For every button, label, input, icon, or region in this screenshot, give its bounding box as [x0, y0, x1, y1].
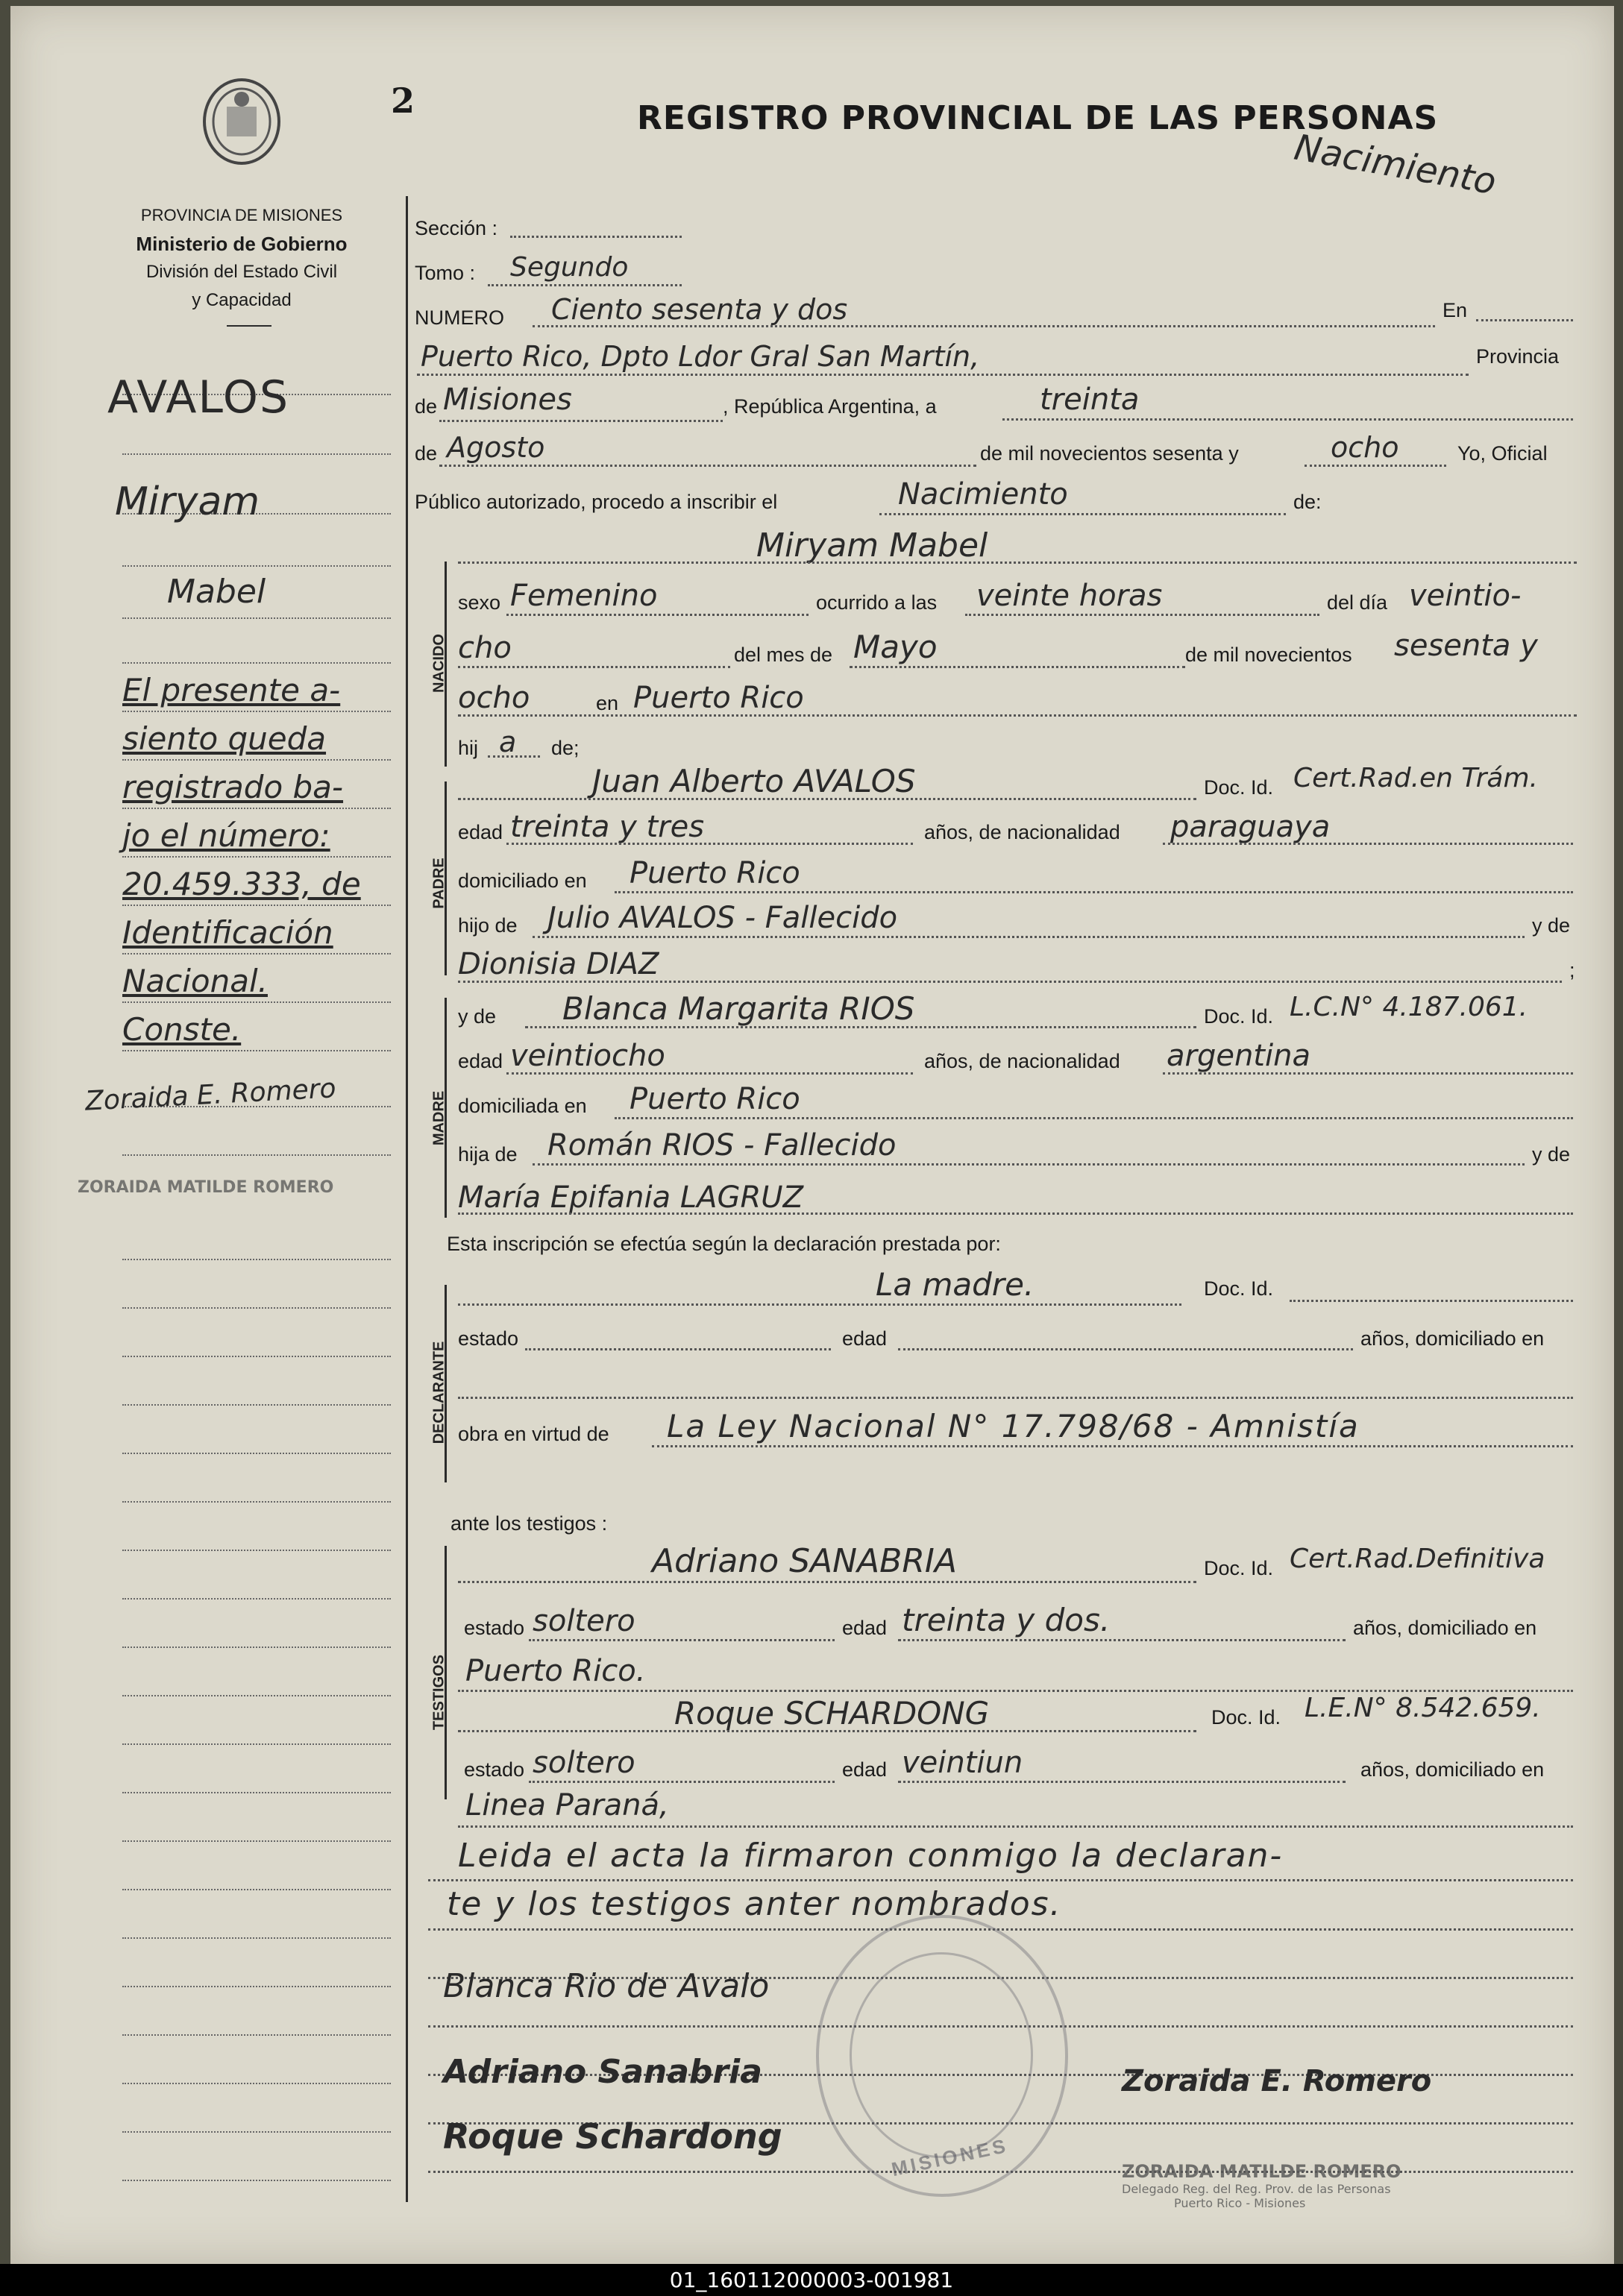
label-edad: edad — [458, 821, 503, 843]
mes-inscr-line — [439, 465, 976, 467]
label-estado-decl: estado — [458, 1327, 519, 1350]
tipo-line — [879, 513, 1286, 515]
org-line1: PROVINCIA DE MISIONES — [140, 206, 343, 224]
margin-line — [122, 1356, 391, 1357]
main-frame-left — [406, 196, 408, 2202]
bottom-stamp-name: ZORAIDA MATILDE ROMERO — [1122, 2161, 1401, 2182]
value-tipo: Nacimiento — [898, 477, 1068, 512]
lugar-nac-line — [458, 714, 1577, 717]
margin-note-line: jo el número: — [122, 817, 330, 854]
margin-nombre1: Miryam — [115, 479, 260, 524]
margin-line — [122, 1404, 391, 1406]
value-anio-inscr: ocho — [1331, 431, 1399, 464]
value-hora: veinte horas — [976, 579, 1163, 613]
label-anios-nac-madre: años, de nacionalidad — [924, 1050, 1120, 1072]
label-y-de3: y de — [1532, 1143, 1571, 1166]
madre-edad-line — [506, 1072, 913, 1075]
margin-line — [122, 1550, 391, 1551]
label-declarante: DECLARANTE — [430, 1341, 448, 1444]
value-obra: La Ley Nacional N° 17.798/68 - Amnistía — [667, 1408, 1360, 1444]
value-hij: a — [499, 726, 517, 758]
label-madre: MADRE — [430, 1090, 448, 1146]
tomo-line — [488, 284, 682, 286]
label-republica: , República Argentina, a — [723, 395, 937, 418]
label-anios-dom-t2: años, domiciliado en — [1360, 1758, 1545, 1781]
value-testigo2-estado: soltero — [533, 1746, 635, 1780]
margin-note-line: 20.459.333, de — [122, 866, 361, 902]
margin-line — [122, 1695, 391, 1696]
madre-nac-line — [1163, 1072, 1573, 1075]
label-de: de — [415, 395, 438, 418]
value-padre: Juan Alberto AVALOS — [592, 763, 916, 799]
value-testigo2-edad: veintiun — [902, 1746, 1023, 1780]
decl-edad-line — [898, 1348, 1353, 1350]
label-testigos: TESTIGOS — [430, 1654, 448, 1731]
page-number: 2 — [391, 81, 415, 121]
value-nombre: Miryam Mabel — [756, 526, 988, 564]
en-line — [1476, 319, 1573, 321]
value-madre-edad: veintiocho — [510, 1039, 665, 1073]
label-hij: hij — [458, 737, 479, 759]
t1-edad-line — [898, 1639, 1346, 1641]
padre-edad-line — [506, 843, 913, 845]
label-numero: NUMERO — [415, 306, 504, 329]
label-anios-dom-decl: años, domiciliado en — [1360, 1327, 1545, 1350]
madre-madre-line — [458, 1213, 1573, 1215]
lugar-line — [417, 374, 1469, 376]
signature-testigo2: Roque Schardong — [443, 2116, 782, 2157]
value-padre-nac: paraguaya — [1170, 810, 1331, 844]
official-seal-inner-icon — [850, 1952, 1033, 2158]
value-provincia: Misiones — [443, 383, 572, 417]
madre-padre-line — [533, 1163, 1525, 1166]
padre-nac-line — [1163, 843, 1573, 845]
margin-line — [122, 1889, 391, 1890]
padre-madre-line — [458, 981, 1562, 983]
label-del-dia: del día — [1327, 591, 1388, 614]
t2-edad-line — [898, 1781, 1346, 1783]
label-sexo: sexo — [458, 591, 501, 614]
value-dia-nac-a: veintio- — [1409, 579, 1522, 613]
label-mil-nov2: de mil novecientos — [1185, 644, 1352, 666]
declarante-line — [458, 1303, 1181, 1306]
numero-line — [533, 325, 1435, 327]
hij-line — [488, 755, 540, 758]
value-madre-madre: María Epifania LAGRUZ — [458, 1180, 803, 1215]
label-semicolon: ; — [1569, 959, 1575, 981]
margin-line — [122, 1743, 391, 1745]
label-edad-madre: edad — [458, 1050, 503, 1072]
margin-line — [122, 1154, 391, 1156]
label-inscripcion: Esta inscripción se efectúa según la declaración prestada por: — [447, 1233, 1001, 1255]
label-yo-oficial: Yo, Oficial — [1457, 442, 1548, 465]
value-madre-padre: Román RIOS - Fallecido — [547, 1128, 897, 1163]
form-title: REGISTRO PROVINCIAL DE LAS PERSONAS — [637, 99, 1439, 137]
t1-estado-line — [529, 1639, 835, 1641]
margin-line — [122, 2083, 391, 2084]
margin-line — [122, 2034, 391, 2036]
value-dia-nac-b: cho — [458, 631, 512, 665]
label-publico: Público autorizado, procedo a inscribir el — [415, 491, 778, 513]
value-padre-madre: Dionisia DIAZ — [458, 947, 659, 981]
label-estado-t1: estado — [464, 1617, 525, 1639]
madre-dom-line — [615, 1117, 1573, 1119]
label-de-semi: de; — [551, 737, 580, 759]
label-ocurrido: ocurrido a las — [816, 591, 938, 614]
margin-note-line: Nacional. — [122, 963, 268, 999]
top-signature: Nacimiento — [1291, 126, 1500, 204]
crest-icon — [201, 77, 283, 166]
value-testigo1-doc: Cert.Rad.Definitiva — [1290, 1544, 1545, 1574]
margin-note — [122, 666, 361, 1054]
margin-line — [122, 1307, 391, 1309]
margin-line — [122, 1501, 391, 1503]
nombre-line — [458, 562, 1577, 564]
label-obra: obra en virtud de — [458, 1423, 609, 1445]
label-doc-id-decl: Doc. Id. — [1204, 1277, 1274, 1300]
testigo2-line — [458, 1730, 1196, 1732]
value-madre-doc: L.C.N° 4.187.061. — [1290, 992, 1528, 1022]
label-en: En — [1443, 299, 1468, 321]
label-mil-nov: de mil novecientos sesenta y — [980, 442, 1239, 465]
value-testigo1: Adriano SANABRIA — [652, 1542, 957, 1580]
value-lugar: Puerto Rico, Dpto Ldor Gral San Martín, — [421, 340, 980, 373]
label-de2: de — [415, 442, 438, 465]
margin-signature: Zoraida E. Romero — [84, 1073, 337, 1117]
decl-dom-line — [458, 1397, 1573, 1399]
decl-doc-line — [1290, 1300, 1573, 1302]
label-padre: PADRE — [430, 858, 448, 909]
dia-nac-line — [458, 666, 730, 668]
seal-text: MISIONES — [889, 2133, 1011, 2181]
margin-line — [122, 1259, 391, 1260]
t2-estado-line — [529, 1781, 835, 1783]
value-padre-doc: Cert.Rad.en Trám. — [1293, 763, 1538, 793]
padre-padre-line — [533, 936, 1525, 938]
margin-line — [122, 1840, 391, 1842]
label-hija-de: hija de — [458, 1143, 518, 1166]
bottom-stamp-line3: Puerto Rico - Misiones — [1174, 2196, 1306, 2210]
value-testigo1-dom: Puerto Rico. — [465, 1654, 646, 1688]
value-madre-dom: Puerto Rico — [630, 1082, 800, 1116]
margin-line — [122, 1792, 391, 1793]
label-edad-t2: edad — [842, 1758, 888, 1781]
margin-note-line: Conste. — [122, 1011, 242, 1048]
label-anios-dom-t1: años, domiciliado en — [1353, 1617, 1537, 1639]
value-testigo1-estado: soltero — [533, 1604, 635, 1638]
margin-line — [122, 1937, 391, 1939]
value-padre-edad: treinta y tres — [510, 810, 705, 844]
label-domiciliada-en: domiciliada en — [458, 1095, 587, 1117]
provincia-line — [439, 420, 723, 422]
margin-line — [122, 617, 391, 619]
label-domiciliado-en: domiciliado en — [458, 869, 587, 892]
value-testigo2-doc: L.E.N° 8.542.659. — [1305, 1693, 1541, 1723]
value-padre-padre: Julio AVALOS - Fallecido — [547, 901, 898, 935]
bottom-stamp-line2: Delegado Reg. del Reg. Prov. de las Personas — [1122, 2182, 1391, 2196]
label-edad-decl: edad — [842, 1327, 888, 1350]
label-anios-nac: años, de nacionalidad — [924, 821, 1120, 843]
value-anio-nac-b: ocho — [458, 681, 530, 715]
value-sexo: Femenino — [510, 579, 658, 613]
margin-nombre2: Mabel — [167, 573, 266, 611]
label-doc-id-t1: Doc. Id. — [1204, 1557, 1274, 1579]
value-declarante: La madre. — [876, 1266, 1035, 1303]
value-madre: Blanca Margarita RIOS — [562, 990, 915, 1027]
margin-note-line: El presente a- — [122, 672, 341, 708]
value-madre-nac: argentina — [1167, 1039, 1310, 1073]
margin-apellido: AVALOS — [107, 371, 290, 424]
closing-line-2-rule — [428, 1928, 1573, 1931]
signature-oficial: Zoraida E. Romero — [1122, 2064, 1432, 2098]
label-provincia: Provincia — [1476, 345, 1560, 368]
org-line3: División del Estado Civil — [145, 262, 338, 282]
label-doc-id-t2: Doc. Id. — [1211, 1706, 1281, 1729]
t2-dom-line — [458, 1825, 1573, 1828]
value-anio-nac-a: sesenta y — [1394, 629, 1538, 663]
padre-line — [458, 798, 1196, 800]
value-numero: Ciento sesenta y dos — [551, 293, 848, 326]
bottom-stamp — [1122, 2161, 1401, 2210]
t1-dom-line — [458, 1690, 1573, 1692]
label-en2: en — [596, 692, 619, 714]
signature-testigo1: Adriano Sanabria — [443, 2053, 762, 2091]
margin-stamp: ZORAIDA MATILDE ROMERO — [78, 1178, 334, 1197]
margin-line — [122, 1646, 391, 1648]
dia-inscr-line — [1002, 418, 1573, 421]
value-tomo: Segundo — [510, 252, 629, 283]
label-tomo: Tomo : — [415, 262, 476, 284]
label-del-mes: del mes de — [734, 644, 833, 666]
label-doc-id: Doc. Id. — [1204, 776, 1274, 799]
padre-dom-line — [615, 891, 1573, 893]
label-y-de: y de — [1532, 914, 1571, 937]
decl-estado-line — [525, 1348, 831, 1350]
signature-madre: Blanca Rio de Avalo — [443, 1967, 770, 2005]
org-block — [100, 201, 383, 315]
label-edad-t1: edad — [842, 1617, 888, 1639]
label-estado-t2: estado — [464, 1758, 525, 1781]
label-y-de2: y de — [458, 1005, 497, 1028]
value-testigo2: Roque SCHARDONG — [674, 1695, 990, 1732]
closing-line-1: Leida el acta la firmaron conmigo la declaran- — [458, 1837, 1284, 1875]
sexo-line — [506, 614, 809, 616]
value-padre-dom: Puerto Rico — [630, 856, 800, 890]
label-seccion: Sección : — [415, 217, 498, 239]
value-mes-nac: Mayo — [853, 629, 938, 665]
seccion-line — [510, 236, 682, 238]
margin-line — [122, 1986, 391, 1987]
anio-inscr-line — [1305, 465, 1446, 467]
footer-id: 01_160112000003-001981 — [0, 2264, 1623, 2296]
margin-line — [122, 2180, 391, 2181]
document-page — [10, 6, 1614, 2264]
label-hijo-de: hijo de — [458, 914, 518, 937]
margin-line — [122, 1598, 391, 1600]
value-testigo2-dom: Linea Paraná, — [465, 1788, 669, 1822]
value-dia-inscr: treinta — [1040, 383, 1140, 417]
margin-line — [122, 2131, 391, 2133]
label-nacido: NACIDO — [430, 634, 448, 693]
org-line4: y Capacidad — [192, 290, 292, 310]
org-divider — [227, 325, 271, 327]
margin-note-line: registrado ba- — [122, 769, 344, 805]
margin-line — [122, 453, 391, 455]
margin-line — [122, 662, 391, 664]
madre-line — [525, 1026, 1196, 1028]
testigo1-line — [458, 1581, 1196, 1583]
label-doc-id-madre: Doc. Id. — [1204, 1005, 1274, 1028]
label-ante: ante los testigos : — [451, 1512, 608, 1535]
margin-line — [122, 565, 391, 567]
margin-note-line: siento queda — [122, 720, 327, 757]
value-lugar-nac: Puerto Rico — [633, 681, 804, 715]
margin-note-line: Identificación — [122, 914, 333, 951]
org-line2: Ministerio de Gobierno — [136, 233, 348, 255]
hora-line — [965, 614, 1319, 616]
margin-line — [122, 1453, 391, 1454]
value-testigo1-edad: treinta y dos. — [902, 1602, 1111, 1638]
label-de-colon: de: — [1293, 491, 1322, 513]
mes-nac-line — [850, 666, 1185, 668]
closing-line-2: te y los testigos anter nombrados. — [447, 1885, 1062, 1923]
obra-line — [652, 1445, 1573, 1447]
value-mes-inscr: Agosto — [447, 431, 545, 464]
closing-line-1-rule — [428, 1879, 1573, 1881]
